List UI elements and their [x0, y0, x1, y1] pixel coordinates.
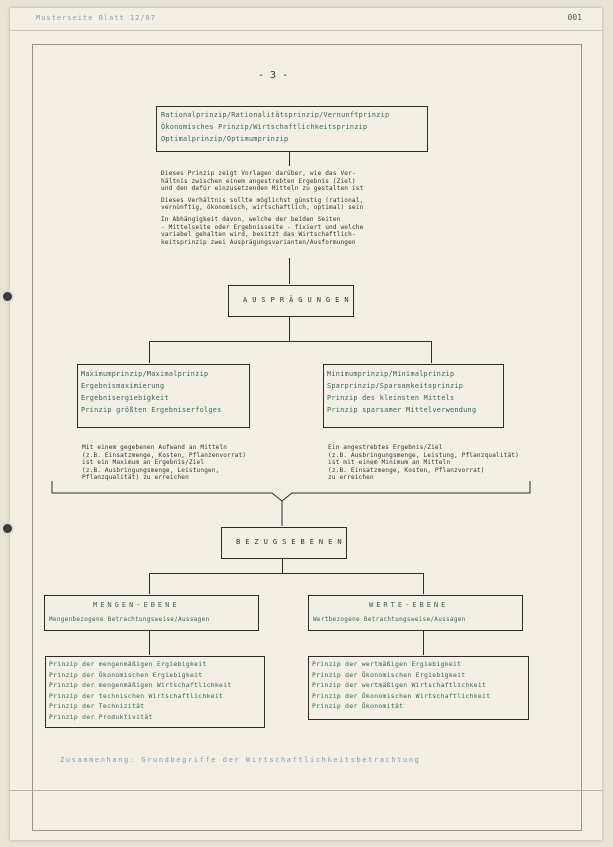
- header-right: 001: [567, 13, 582, 22]
- werte-principles-box: [308, 656, 529, 720]
- mengen-ebene-box: [44, 595, 259, 631]
- mengen-principles-box: [45, 656, 265, 728]
- mengen-principle: Prinzip der mengenmäßigen Wirtschaftlichkeit: [49, 681, 232, 690]
- left-box-line: Ergebnisergiebigkeit: [81, 394, 169, 402]
- footer-caption: Zusammenhang: Grundbegriffe der Wirtschaftlichkeitsbetrachtung: [60, 756, 421, 764]
- werte-principle: Prinzip der wertmäßigen Ergiebigkeit: [312, 660, 462, 668]
- werte-principle: Prinzip der Ökonomischen Wirtschaftlichkeit: [312, 691, 491, 700]
- document-page: [10, 8, 602, 840]
- werte-principle: Prinzip der Ökonomität: [312, 702, 404, 711]
- right-box-line: Prinzip sparsamer Mittelverwendung: [327, 406, 477, 414]
- bezugsebenen-label: BEZUGSEBENEN: [236, 538, 347, 546]
- left-box-line: Prinzip größten Ergebniserfolges: [81, 406, 222, 414]
- left-box-line: Ergebnismaximierung: [81, 382, 165, 390]
- text-line: Pflanzqualität) zu erreichen: [82, 474, 189, 482]
- text-line: In Abhängigkeit davon, welche der beiden Seiten: [161, 215, 341, 223]
- connector: [149, 631, 150, 655]
- werte-ebene-box: [308, 595, 523, 631]
- werte-ebene-subtitle: Wertbezogene Betrachtungsweise/Aussagen: [313, 616, 466, 623]
- text-line: Dieses Prinzip zeigt Vorlagen darüber, wie das Ver-: [161, 170, 356, 177]
- werte-principle: Prinzip der Ökonomischen Ergiebigkeit: [312, 670, 466, 679]
- right-box-line: Minimumprinzip/Minimalprinzip: [327, 370, 455, 378]
- text-line: Mit einem gegebenen Aufwand an Mitteln: [82, 444, 228, 451]
- punch-hole: [3, 524, 12, 533]
- connector: [149, 573, 150, 594]
- mengen-principle: Prinzip der Ökonomischen Ergiebigkeit: [49, 670, 203, 679]
- header-left: Musterseite Blatt 12/87: [36, 14, 156, 22]
- text-line: (z.B. Einsatzmenge, Kosten, Pflanzenvorrat): [82, 451, 247, 459]
- page-number: - 3 -: [258, 70, 289, 81]
- text-line: und den dafür einzusetzenden Mitteln zu gestalten ist: [161, 185, 364, 193]
- text-line: hältnis zwischen einem angestrebten Ergebnis (Ziel): [161, 177, 356, 185]
- bezugsebenen-box: [221, 527, 347, 559]
- mengen-ebene-subtitle: Mengenbezogene Betrachtungsweise/Aussagen: [49, 616, 210, 623]
- text-line: (z.B. Ausbringungsmenge, Leistung, Pflanzqualität): [328, 451, 519, 459]
- connector: [149, 573, 423, 574]
- text-line: ist ein Maximum an Ergebnis/Ziel: [82, 459, 205, 467]
- connector: [423, 573, 424, 594]
- main-box-line: Optimalprinzip/Optimumprinzip: [161, 135, 289, 143]
- text-line: (z.B. Ausbringungsmenge, Leistungen,: [82, 466, 220, 474]
- mengen-ebene-title: MENGEN-EBENE: [93, 601, 180, 609]
- mengen-principle: Prinzip der technischen Wirtschaftlichkeit: [49, 691, 224, 700]
- connector: [282, 559, 283, 573]
- main-box-line: Rationalprinzip/Rationalitätsprinzip/Vernunftprinzip: [161, 111, 390, 119]
- auspraegungen-label: AUSPRÄGUNGEN: [243, 296, 354, 304]
- punch-hole: [3, 292, 12, 301]
- werte-ebene-title: WERTE-EBENE: [369, 601, 449, 609]
- connector: [423, 631, 424, 655]
- text-line: Dieses Verhältnis sollte möglichst günstig (rational,: [161, 196, 364, 204]
- mengen-principle: Prinzip der mengenmäßigen Ergiebigkeit: [49, 660, 207, 668]
- left-box-line: Maximumprinzip/Maximalprinzip: [81, 370, 209, 378]
- mengen-principle: Prinzip der Technizität: [49, 702, 145, 711]
- right-box-line: Prinzip des kleinsten Mittels: [327, 394, 455, 402]
- text-line: - Mittelseite oder Ergebnisseite - fixiert und welche: [161, 223, 364, 231]
- text-line: (z.B. Einsatzmenge, Kosten, Pflanzvorrat): [328, 466, 485, 474]
- mengen-principle: Prinzip der Produktivität: [49, 712, 153, 721]
- text-line: vernünftig, ökonomisch, wirtschaftlich, optimal) sein: [161, 204, 364, 212]
- text-line: Ein angestrebtes Ergebnis/Ziel: [328, 444, 443, 451]
- text-line: keitsprinzip zwei Ausprägungsvarianten/Ausformungen: [161, 238, 356, 246]
- text-line: variabel gehalten wird, besitzt das Wirtschaftlich-: [161, 231, 356, 239]
- main-box-line: Ökonomisches Prinzip/Wirtschaftlichkeitsprinzip: [161, 123, 368, 131]
- text-line: ist mit einem Minimum an Mitteln: [328, 459, 451, 467]
- right-box-line: Sparprinzip/Sparsamkeitsprinzip: [327, 382, 464, 390]
- werte-principle: Prinzip der wertmäßigen Wirtschaftlichkeit: [312, 681, 487, 690]
- text-line: zu erreichen: [328, 474, 374, 482]
